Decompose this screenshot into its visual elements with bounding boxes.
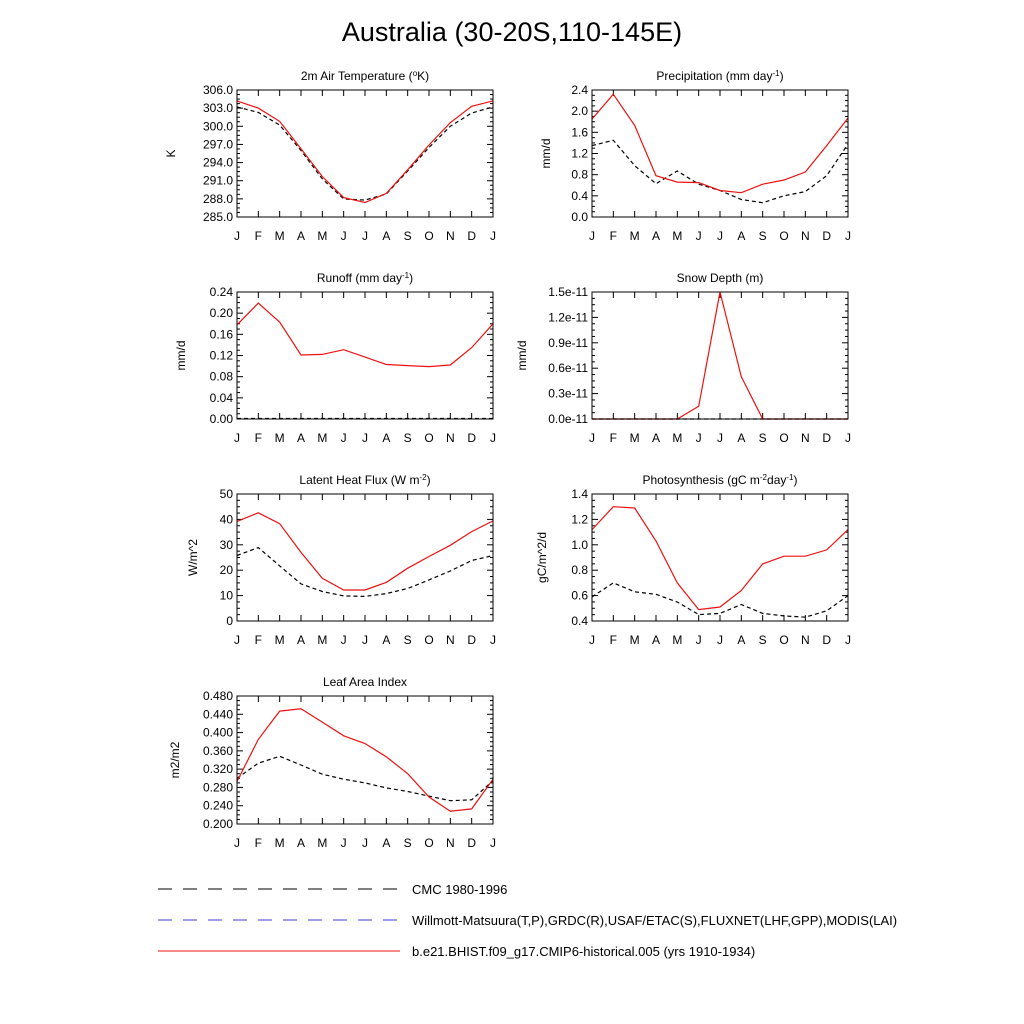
y-tick-label: 1.2 [571, 146, 588, 161]
x-tick-label: A [296, 431, 306, 445]
title-text: Photosynthesis (gC m [642, 473, 760, 487]
x-tick-label: M [317, 431, 328, 445]
x-tick-label: J [340, 229, 347, 243]
x-tick-label: A [382, 836, 391, 850]
y-tick-label: 2.4 [571, 83, 588, 97]
obs-series-line [237, 107, 493, 200]
x-tick-label: M [274, 229, 285, 243]
x-tick-label: A [651, 431, 661, 445]
plot-frame [592, 292, 848, 419]
title-text: K) [417, 69, 430, 83]
y-tick-label: 1.4 [571, 487, 588, 501]
x-tick-label: F [254, 229, 263, 243]
y-tick-label: 0.4 [571, 614, 588, 628]
y-tick-label: 0.440 [202, 707, 233, 722]
x-tick-label: O [424, 633, 434, 647]
obs-series-line [237, 756, 493, 800]
x-tick-label: N [445, 836, 455, 850]
y-tick-label: 0.08 [209, 369, 233, 384]
title-superscript: -1 [772, 68, 780, 78]
y-tick-label: 303.0 [202, 101, 233, 116]
y-tick-label: 10 [219, 588, 233, 603]
x-tick-label: J [234, 633, 240, 647]
y-tick-label: 0 [226, 614, 233, 628]
x-tick-label: S [403, 836, 412, 850]
x-tick-label: M [672, 229, 683, 243]
x-tick-label: N [445, 633, 455, 647]
x-tick-label: M [317, 633, 328, 647]
panel-title [301, 69, 429, 84]
x-tick-label: J [490, 229, 496, 243]
x-tick-label: D [467, 229, 477, 243]
legend [158, 882, 897, 959]
x-tick-label: J [845, 431, 851, 445]
y-tick-label: 0.320 [202, 762, 233, 777]
plot-frame [237, 292, 493, 419]
y-tick-label: 0.00 [209, 412, 233, 426]
x-tick-label: J [589, 431, 595, 445]
panel-5 [186, 473, 496, 648]
y-axis-label: W/m^2 [186, 539, 200, 576]
x-tick-label: M [629, 431, 640, 445]
panel-title [677, 271, 764, 285]
y-tick-label: 291.0 [202, 173, 233, 188]
x-tick-label: O [424, 431, 434, 445]
panel-title [317, 271, 413, 286]
x-tick-label: M [672, 431, 683, 445]
y-tick-label: 0.400 [202, 725, 233, 740]
x-tick-label: J [717, 431, 723, 445]
model-series-line [237, 513, 493, 590]
x-tick-label: A [737, 229, 746, 243]
title-text: 2m Air Temperature ( [300, 69, 413, 83]
x-tick-label: O [424, 836, 434, 850]
x-tick-label: J [362, 836, 368, 850]
x-tick-label: D [822, 633, 832, 647]
x-tick-label: J [340, 836, 347, 850]
x-tick-label: J [589, 229, 595, 243]
x-tick-label: J [340, 633, 347, 647]
y-tick-label: 306.0 [202, 83, 233, 97]
y-tick-label: 1.6 [571, 125, 588, 140]
x-tick-label: F [254, 836, 263, 850]
title-superscript: o [412, 68, 418, 78]
x-tick-label: F [254, 431, 263, 445]
x-tick-label: O [779, 229, 789, 243]
x-tick-label: D [467, 836, 477, 850]
x-tick-label: S [758, 633, 767, 647]
y-tick-label: 0.280 [202, 780, 233, 795]
x-tick-label: M [629, 633, 640, 647]
model-series-line [592, 94, 848, 193]
x-tick-label: S [758, 431, 767, 445]
x-tick-label: S [403, 229, 412, 243]
x-tick-label: D [467, 431, 477, 445]
x-tick-label: J [695, 431, 702, 445]
x-tick-label: F [609, 633, 618, 647]
x-tick-label: D [822, 229, 832, 243]
legend-label-2: Willmott-Matsuura(T,P),GRDC(R),USAF/ETAC(S),FLUXNET(LHF,GPP),MODIS(LAI) [412, 913, 898, 928]
y-tick-label: 50 [219, 487, 233, 501]
legend-label-1: CMC 1980-1996 [412, 882, 508, 897]
x-tick-label: D [822, 431, 832, 445]
x-tick-label: J [234, 431, 240, 445]
x-tick-label: M [629, 229, 640, 243]
x-tick-label: N [800, 229, 810, 243]
title-text: ) [779, 69, 784, 83]
panel-title [323, 675, 407, 689]
y-axis-label: mm/d [539, 138, 553, 169]
x-tick-label: F [609, 229, 618, 243]
y-tick-label: 288.0 [202, 191, 233, 206]
x-tick-label: F [254, 633, 263, 647]
y-tick-label: 30 [219, 537, 233, 552]
x-tick-label: J [695, 633, 702, 647]
model-series-line [592, 292, 848, 419]
y-tick-label: 0.04 [209, 390, 233, 405]
x-tick-label: J [845, 229, 851, 243]
x-tick-label: J [490, 431, 496, 445]
title-text: ) [409, 271, 414, 285]
y-tick-label: 0.200 [202, 817, 233, 831]
title-text: ) [426, 473, 431, 487]
panel-3 [174, 271, 496, 446]
x-tick-label: N [800, 431, 810, 445]
y-axis-label: mm/d [174, 340, 188, 371]
y-tick-label: 1.2 [571, 512, 588, 527]
y-tick-label: 300.0 [202, 119, 233, 134]
y-tick-label: 0.6e-11 [548, 361, 588, 376]
x-tick-label: J [234, 229, 240, 243]
x-tick-label: J [234, 836, 240, 850]
y-tick-label: 20 [219, 563, 233, 578]
y-tick-label: 0.4 [571, 188, 588, 203]
panels [164, 69, 851, 851]
panel-title [643, 473, 798, 488]
y-tick-label: 0.3e-11 [548, 386, 588, 401]
y-tick-label: 0.0 [571, 210, 588, 224]
y-tick-label: 0.20 [209, 306, 233, 321]
plot-frame [237, 696, 493, 824]
y-axis-label: gC/m^2/d [535, 532, 549, 583]
panel-title [656, 69, 783, 84]
y-tick-label: 40 [219, 512, 233, 527]
y-tick-label: 1.2e-11 [548, 310, 588, 325]
plot-frame [592, 494, 848, 621]
y-tick-label: 0.0e-11 [548, 412, 588, 426]
x-tick-label: A [737, 431, 746, 445]
model-series-line [237, 709, 493, 811]
x-tick-label: J [490, 633, 496, 647]
x-tick-label: M [274, 836, 285, 850]
x-tick-label: M [274, 431, 285, 445]
panel-7 [168, 675, 496, 850]
figure-title: Australia (30-20S,110-145E) [341, 17, 683, 47]
x-tick-label: J [362, 229, 368, 243]
y-tick-label: 0.24 [209, 285, 233, 299]
x-tick-label: A [737, 633, 746, 647]
legend-label-3: b.e21.BHIST.f09_g17.CMIP6-historical.005 (yrs 1910-1934) [412, 944, 756, 959]
title-text: ) [793, 473, 798, 487]
obs-series-line [237, 548, 493, 597]
y-tick-label: 0.12 [209, 348, 233, 363]
x-tick-label: A [296, 229, 306, 243]
y-tick-label: 294.0 [202, 155, 233, 170]
title-text: Latent Heat Flux (W m [299, 473, 420, 487]
panel-2 [539, 69, 851, 244]
model-series-line [237, 101, 493, 203]
y-tick-label: 1.0 [571, 537, 588, 552]
x-tick-label: J [845, 633, 851, 647]
title-superscript: -1 [786, 472, 794, 482]
x-tick-label: F [609, 431, 618, 445]
x-tick-label: A [296, 836, 306, 850]
title-text: day [767, 473, 787, 487]
x-tick-label: A [382, 431, 391, 445]
model-series-line [237, 303, 493, 367]
x-tick-label: J [490, 836, 496, 850]
x-tick-label: O [779, 431, 789, 445]
x-tick-label: J [717, 229, 723, 243]
x-tick-label: J [589, 633, 595, 647]
x-tick-label: N [445, 431, 455, 445]
x-tick-label: A [382, 229, 391, 243]
x-tick-label: J [340, 431, 347, 445]
x-tick-label: M [317, 229, 328, 243]
obs-series-line [592, 583, 848, 617]
plot-frame [237, 90, 493, 217]
y-tick-label: 297.0 [202, 137, 233, 152]
panel-1 [164, 69, 496, 244]
x-tick-label: J [362, 431, 368, 445]
title-superscript: -1 [402, 270, 410, 280]
x-tick-label: A [651, 229, 661, 243]
x-tick-label: J [362, 633, 368, 647]
x-tick-label: S [403, 431, 412, 445]
y-tick-label: 0.360 [202, 743, 233, 758]
title-superscript: -2 [759, 472, 768, 482]
title-text: Precipitation (mm day [656, 69, 773, 83]
model-series-line [592, 507, 848, 610]
y-tick-label: 0.6 [571, 588, 588, 603]
title-superscript: -2 [419, 472, 427, 482]
y-tick-label: 2.0 [571, 104, 588, 119]
y-axis-label: m2/m2 [168, 741, 182, 779]
x-tick-label: O [424, 229, 434, 243]
x-tick-label: M [274, 633, 285, 647]
panel-4 [515, 271, 851, 445]
panel-6 [535, 473, 851, 648]
x-tick-label: A [651, 633, 661, 647]
x-tick-label: J [717, 633, 723, 647]
y-tick-label: 285.0 [202, 210, 233, 224]
x-tick-label: D [467, 633, 477, 647]
y-tick-label: 0.8 [571, 167, 588, 182]
plot-frame [237, 494, 493, 621]
x-tick-label: N [445, 229, 455, 243]
y-tick-label: 0.9e-11 [548, 335, 588, 350]
x-tick-label: A [296, 633, 306, 647]
plot-frame [592, 90, 848, 217]
y-tick-label: 0.240 [202, 798, 233, 813]
panel-title [299, 473, 430, 488]
x-tick-label: M [672, 633, 683, 647]
x-tick-label: M [317, 836, 328, 850]
y-tick-label: 0.480 [202, 689, 233, 703]
y-axis-label: mm/d [515, 340, 529, 371]
title-text: Runoff (mm day [316, 271, 403, 285]
y-tick-label: 1.5e-11 [548, 285, 588, 299]
x-tick-label: S [758, 229, 767, 243]
x-tick-label: A [382, 633, 391, 647]
y-tick-label: 0.8 [571, 563, 588, 578]
y-tick-label: 0.16 [209, 327, 233, 342]
title-text: Leaf Area Index [322, 675, 408, 689]
y-axis-label: K [164, 149, 178, 158]
x-tick-label: J [695, 229, 702, 243]
x-tick-label: S [403, 633, 412, 647]
x-tick-label: N [800, 633, 810, 647]
x-tick-label: O [779, 633, 789, 647]
obs-series-line [592, 140, 848, 202]
title-text: Snow Depth (m) [676, 271, 764, 285]
